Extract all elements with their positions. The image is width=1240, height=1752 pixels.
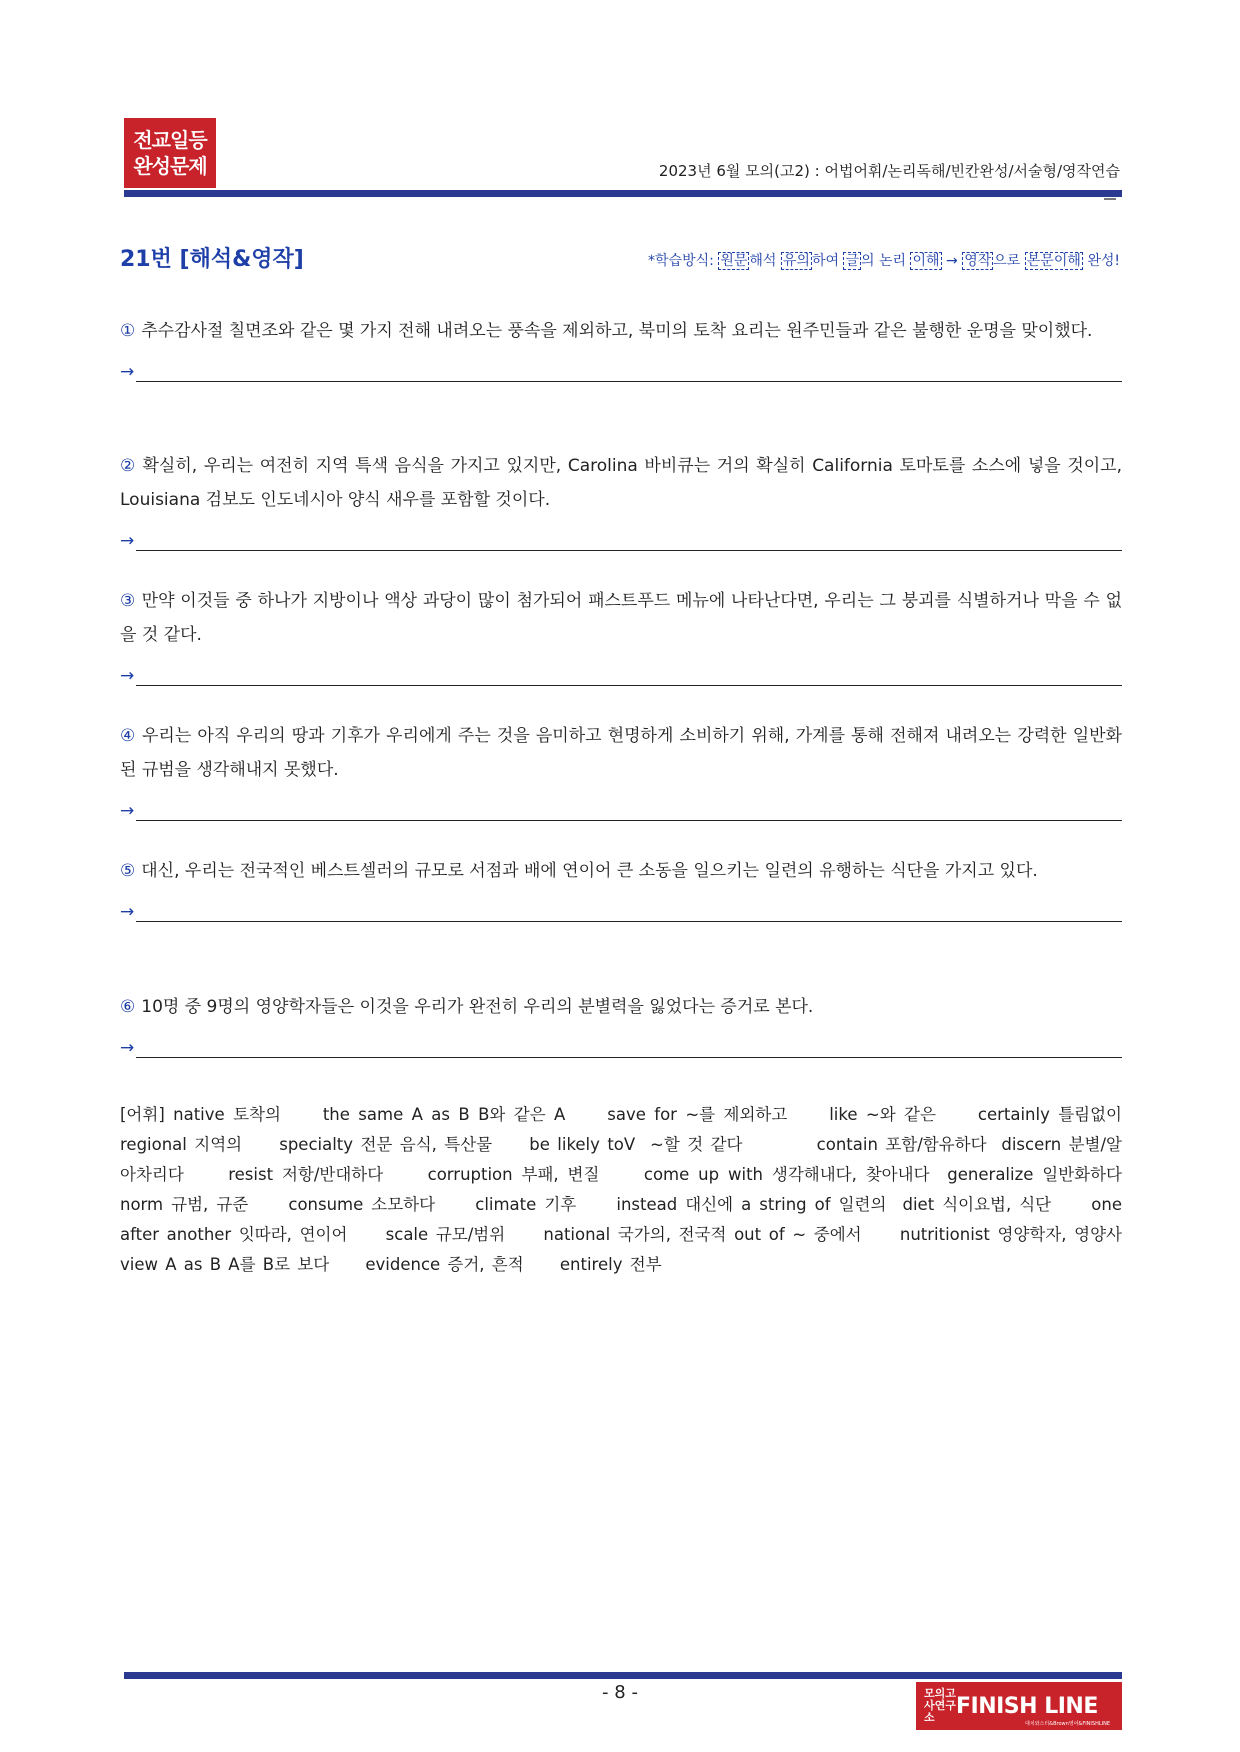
footer-logo-small: 모의고사연구소 bbox=[924, 1687, 956, 1724]
answer-line[interactable] bbox=[120, 525, 1122, 551]
arrow-icon: → bbox=[120, 362, 135, 382]
item-sentence bbox=[120, 719, 1122, 787]
item-number: ⑥ bbox=[120, 997, 136, 1017]
answer-underline[interactable] bbox=[136, 364, 1122, 382]
item-number: ③ bbox=[120, 591, 136, 611]
study-method bbox=[648, 250, 1120, 270]
answer-line[interactable] bbox=[120, 1032, 1122, 1058]
translation-item bbox=[120, 854, 1122, 922]
translation-item bbox=[120, 314, 1122, 382]
method-part: 해석 bbox=[749, 253, 777, 269]
answer-underline[interactable] bbox=[136, 904, 1122, 922]
answer-line[interactable] bbox=[120, 356, 1122, 382]
method-part: 완성! bbox=[1087, 253, 1120, 269]
item-sentence bbox=[120, 449, 1122, 517]
item-text: 추수감사절 칠면조와 같은 몇 가지 전해 내려오는 풍속을 제외하고, 북미의 토착 요리는 원주민들과 같은 불행한 운명을 맞이했다. bbox=[141, 321, 1093, 341]
translation-item bbox=[120, 990, 1122, 1058]
item-text: 우리는 아직 우리의 땅과 기후가 우리에게 주는 것을 음미하고 현명하게 소비하기 위해, 가계를 통해 전해져 내려오는 강력한 일반화된 규범을 생각해내지 못했다. bbox=[120, 726, 1122, 780]
item-number: ① bbox=[120, 321, 136, 341]
item-text: 확실히, 우리는 여전히 지역 특색 음식을 가지고 있지만, Carolina 바비큐는 거의 확실히 California 토마토를 소스에 넣을 것이고, Louisiana 검보도 인도네시아 양식 새우를 포함할 것이다. bbox=[120, 456, 1122, 510]
header-divider bbox=[124, 190, 1122, 197]
brand-logo bbox=[124, 118, 216, 188]
method-prefix: *학습방식: bbox=[648, 253, 714, 269]
vocabulary-list: [어휘] native 토착의 the same A as B B와 같은 A save for ~를 제외하고 like ~와 같은 certainly 틀림없이 regional 지역의 specialty 전문 음식, 특산물 be likely toV ~할 것 같다 contain 포함/함유하다 discern 분별/알아차리다 resist 저항/반대하다 corruption 부패, 변질 come up with 생각해내다, 찾아내다 generalize 일반화하다 norm 규범, 규준 consume 소모하다 climate 기후 instead 대신에 a string of 일련의 diet 식이요법, 식단 one after another 잇따라, 연이어 scale 규모/범위 national 국가의, 전국적 out of ~ 중에서 nutritionist 영양학자, 영양사 view A as B A를 B로 보다 evidence 증거, 흔적 entirely 전부 bbox=[120, 1105, 1159, 1274]
method-part: 의 논리 bbox=[861, 253, 907, 269]
item-text: 10명 중 9명의 영양학자들은 이것을 우리가 완전히 우리의 분별력을 잃었다는 증거로 본다. bbox=[141, 997, 814, 1017]
item-number: ② bbox=[120, 456, 137, 476]
item-text: 만약 이것들 중 하나가 지방이나 액상 과당이 많이 첨가되어 패스트푸드 메뉴에 나타난다면, 우리는 그 붕괴를 식별하거나 막을 수 없을 것 같다. bbox=[120, 591, 1122, 645]
arrow-icon: → bbox=[120, 666, 135, 686]
translation-item bbox=[120, 449, 1122, 551]
method-part: 이해 bbox=[912, 253, 940, 269]
translation-item bbox=[120, 719, 1122, 821]
logo-line1: 전교일등 bbox=[133, 128, 207, 152]
translation-item bbox=[120, 584, 1122, 686]
arrow-icon: → bbox=[120, 902, 135, 922]
method-part: 영작 bbox=[964, 253, 992, 269]
item-sentence bbox=[120, 854, 1122, 888]
item-text: 대신, 우리는 전국적인 베스트셀러의 규모로 서점과 배에 연이어 큰 소동을 일으키는 일련의 유행하는 식단을 가지고 있다. bbox=[141, 861, 1038, 881]
answer-underline[interactable] bbox=[136, 1040, 1122, 1058]
footer-divider bbox=[124, 1672, 1122, 1679]
page-number: - 8 - bbox=[602, 1682, 638, 1703]
answer-line[interactable] bbox=[120, 795, 1122, 821]
method-part: 으로 bbox=[993, 253, 1021, 269]
question-title: 21번 [해석&영작] bbox=[120, 247, 304, 272]
method-part: 유의 bbox=[782, 253, 810, 269]
header-tick bbox=[1104, 198, 1116, 200]
answer-underline[interactable] bbox=[136, 803, 1122, 821]
arrow-icon: → bbox=[120, 1038, 135, 1058]
answer-underline[interactable] bbox=[136, 668, 1122, 686]
item-number: ⑤ bbox=[120, 861, 136, 881]
item-number: ④ bbox=[120, 726, 136, 746]
footer-logo-big: FINISH LINE bbox=[956, 1693, 1098, 1719]
answer-line[interactable] bbox=[120, 896, 1122, 922]
method-arrow: → bbox=[946, 253, 958, 269]
arrow-icon: → bbox=[120, 801, 135, 821]
header-title: 2023년 6월 모의(고2) : 어법어휘/논리독해/빈칸완성/서술형/영작연습 bbox=[658, 162, 1120, 180]
item-sentence bbox=[120, 584, 1122, 652]
method-part: 본문이해 bbox=[1026, 253, 1081, 269]
item-sentence bbox=[120, 314, 1122, 348]
arrow-icon: → bbox=[120, 531, 135, 551]
method-part: 원문 bbox=[720, 253, 748, 269]
method-part: 하여 bbox=[811, 253, 840, 269]
footer-logo-tiny: 대치와스터&Brown영어&FINISHLINE bbox=[1025, 1721, 1110, 1727]
answer-line[interactable] bbox=[120, 660, 1122, 686]
footer-logo bbox=[916, 1682, 1122, 1730]
item-sentence bbox=[120, 990, 1122, 1024]
answer-underline[interactable] bbox=[136, 533, 1122, 551]
method-part: 글 bbox=[845, 253, 859, 269]
logo-line2: 완성문제 bbox=[133, 154, 207, 178]
